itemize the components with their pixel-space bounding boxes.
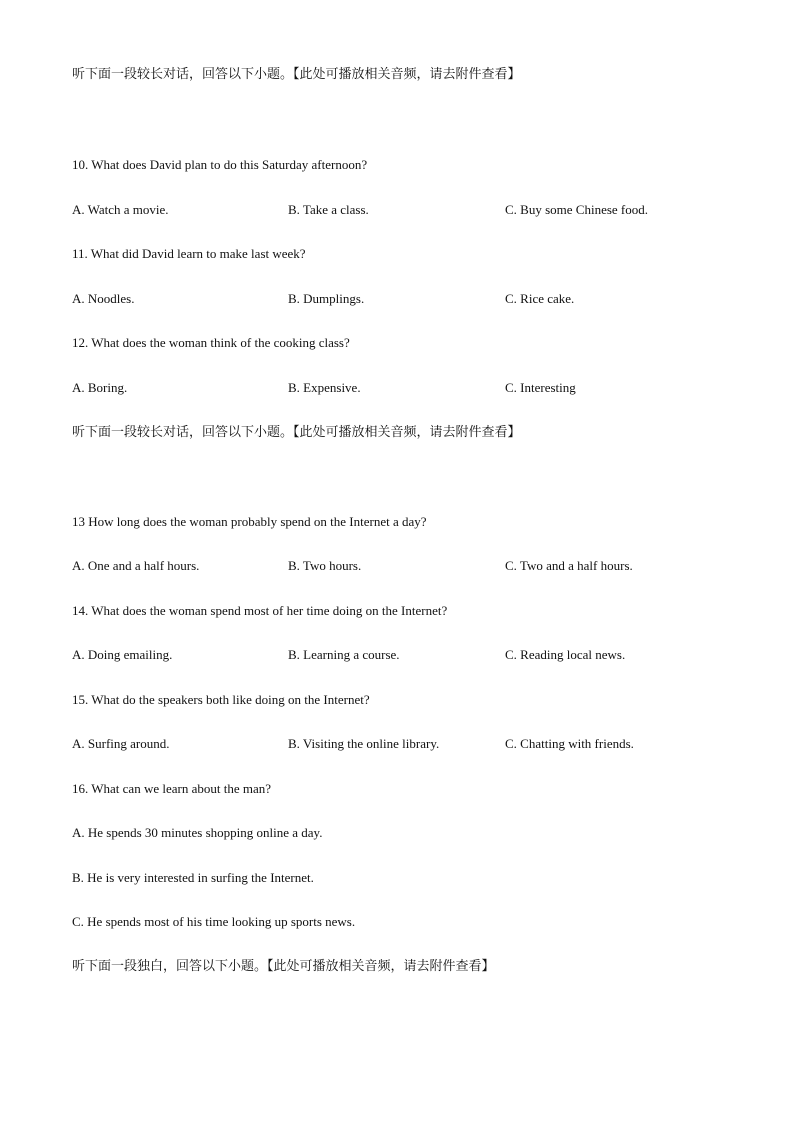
question-15-option-c: C. Chatting with friends. bbox=[505, 736, 634, 751]
question-14: 14. What does the woman spend most of her time doing on the Internet? bbox=[72, 603, 448, 618]
section-instruction-1: 听下面一段较长对话，回答以下小题。【此处可播放相关音频，请去附件查看】 bbox=[72, 67, 521, 82]
question-15-option-a: A. Surfing around. bbox=[72, 736, 170, 751]
question-16-option-a: A. He spends 30 minutes shopping online a day. bbox=[72, 825, 323, 840]
question-12-option-c: C. Interesting bbox=[505, 380, 576, 395]
question-10-option-c: C. Buy some Chinese food. bbox=[505, 202, 648, 217]
question-13: 13 How long does the woman probably spend on the Internet a day? bbox=[72, 514, 427, 529]
question-13-option-b: B. Two hours. bbox=[288, 558, 362, 573]
question-13-option-c: C. Two and a half hours. bbox=[505, 558, 633, 573]
question-15: 15. What do the speakers both like doing on the Internet? bbox=[72, 692, 370, 707]
question-11-option-c: C. Rice cake. bbox=[505, 291, 575, 306]
question-16-option-b: B. He is very interested in surfing the Internet. bbox=[72, 870, 314, 885]
question-15-option-b: B. Visiting the online library. bbox=[288, 736, 440, 751]
question-12-option-b: B. Expensive. bbox=[288, 380, 361, 395]
question-16-option-c: C. He spends most of his time looking up sports news. bbox=[72, 914, 356, 929]
question-14-option-a: A. Doing emailing. bbox=[72, 647, 173, 662]
question-16: 16. What can we learn about the man? bbox=[72, 781, 272, 796]
question-13-option-a: A. One and a half hours. bbox=[72, 558, 200, 573]
section-instruction-2: 听下面一段较长对话，回答以下小题。【此处可播放相关音频，请去附件查看】 bbox=[72, 425, 521, 440]
section-instruction-3: 听下面一段独白，回答以下小题。【此处可播放相关音频，请去附件查看】 bbox=[72, 959, 495, 974]
question-11-option-b: B. Dumplings. bbox=[288, 291, 365, 306]
question-11-option-a: A. Noodles. bbox=[72, 291, 135, 306]
question-10-option-b: B. Take a class. bbox=[288, 202, 369, 217]
question-14-option-b: B. Learning a course. bbox=[288, 647, 400, 662]
question-12: 12. What does the woman think of the cooking class? bbox=[72, 335, 350, 350]
question-10: 10. What does David plan to do this Saturday afternoon? bbox=[72, 157, 368, 172]
question-12-option-a: A. Boring. bbox=[72, 380, 128, 395]
question-14-option-c: C. Reading local news. bbox=[505, 647, 626, 662]
question-10-option-a: A. Watch a movie. bbox=[72, 202, 169, 217]
question-11: 11. What did David learn to make last week? bbox=[72, 246, 306, 261]
